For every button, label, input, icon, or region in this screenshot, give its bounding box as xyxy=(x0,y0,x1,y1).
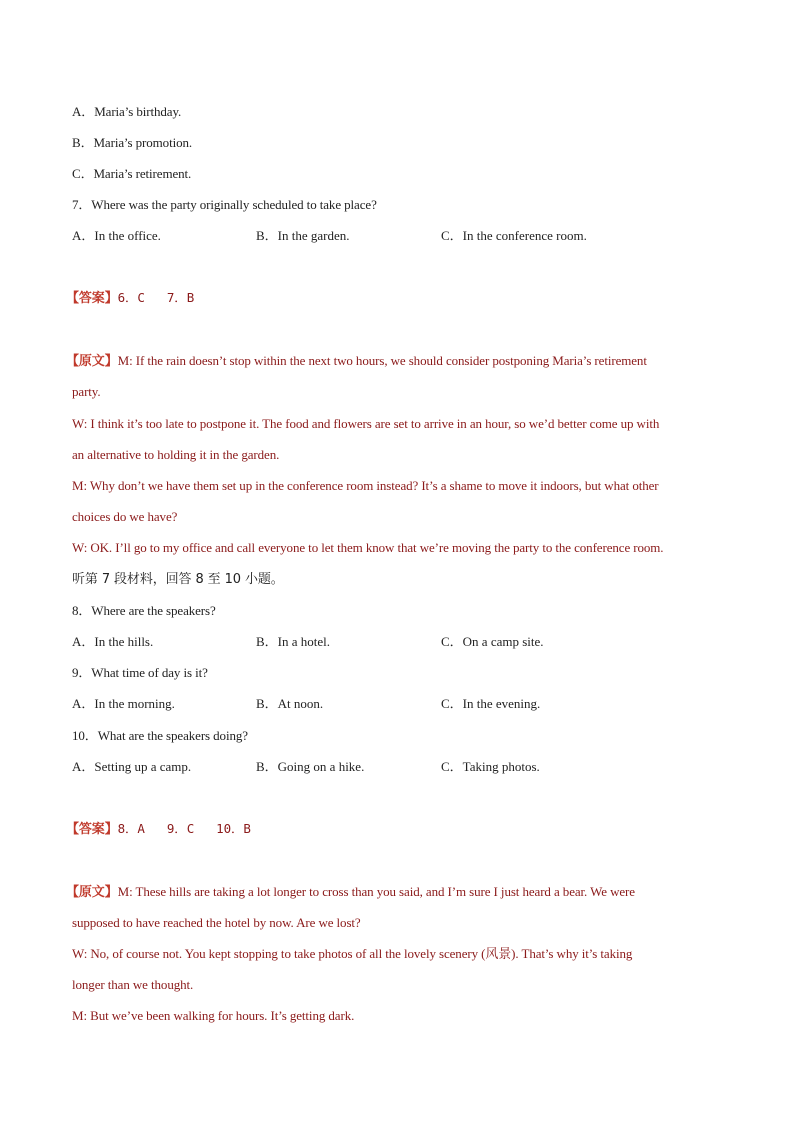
answer-block-2 xyxy=(66,821,251,837)
transcript-1-line-7: W: OK. I’ll go to my office and call everyone to let them know that we’re moving the party to the conference room. xyxy=(72,540,664,555)
section-instruction: 听第 7 段材料，回答 8 至 10 小题。 xyxy=(72,572,284,587)
q9-option-b: B．At noon. xyxy=(256,696,324,711)
answer-tag: 【答案】 xyxy=(66,290,118,305)
q10-options xyxy=(72,759,732,775)
q7-option-b: B．In the garden. xyxy=(256,228,350,243)
q7-options xyxy=(72,228,732,244)
transcript-2-line-1 xyxy=(66,884,635,900)
q8-option-b: B．In a hotel. xyxy=(256,634,331,649)
q9-options xyxy=(72,696,732,712)
q8-options xyxy=(72,634,732,650)
transcript-tag: 【原文】 xyxy=(66,884,118,899)
q7-option-a: A．In the office. xyxy=(72,228,161,243)
answer-item: 10．B xyxy=(216,821,251,836)
q6-option-c: C．Maria’s retirement. xyxy=(72,166,192,181)
transcript-text: M: If the rain doesn’t stop within the next two hours, we should consider postponing Maria’s retirement xyxy=(117,353,647,368)
answer-item: 6．C xyxy=(117,290,145,305)
q10-option-b: B．Going on a hike. xyxy=(256,759,365,774)
q6-option-a: A．Maria’s birthday. xyxy=(72,104,182,119)
transcript-1-line-1 xyxy=(66,353,647,369)
answer-item: 9．C xyxy=(166,821,195,836)
q10-option-c: C．Taking photos. xyxy=(441,759,540,774)
transcript-1-line-6: choices do we have? xyxy=(72,509,178,524)
transcript-2-line-4: longer than we thought. xyxy=(72,977,194,992)
transcript-2-line-5: M: But we’ve been walking for hours. It’s getting dark. xyxy=(72,1008,355,1023)
q6-option-b: B．Maria’s promotion. xyxy=(72,135,193,150)
q7-option-c: C．In the conference room. xyxy=(441,228,587,243)
answer-block-1 xyxy=(66,290,194,306)
q9-question: 9．What time of day is it? xyxy=(72,665,208,680)
transcript-1-line-5: M: Why don’t we have them set up in the conference room instead? It’s a shame to move it indoors, but what other xyxy=(72,478,659,493)
transcript-1-line-4: an alternative to holding it in the garden. xyxy=(72,447,280,462)
q10-option-a: A．Setting up a camp. xyxy=(72,759,192,774)
answer-item: 7．B xyxy=(166,290,195,305)
transcript-tag: 【原文】 xyxy=(66,353,118,368)
q8-option-c: C．On a camp site. xyxy=(441,634,544,649)
answer-tag: 【答案】 xyxy=(66,821,118,836)
q8-question: 8．Where are the speakers? xyxy=(72,603,216,618)
q10-question: 10．What are the speakers doing? xyxy=(72,728,248,743)
transcript-2-line-3: W: No, of course not. You kept stopping to take photos of all the lovely scenery (风景). That’s why it’s taking xyxy=(72,946,633,961)
q8-option-a: A．In the hills. xyxy=(72,634,154,649)
q9-option-c: C．In the evening. xyxy=(441,696,541,711)
q9-option-a: A．In the morning. xyxy=(72,696,175,711)
answer-item: 8．A xyxy=(117,821,145,836)
transcript-1-line-3: W: I think it’s too late to postpone it. The food and flowers are set to arrive in an hour, so we’d better come up with xyxy=(72,416,660,431)
transcript-text: M: These hills are taking a lot longer to cross than you said, and I’m sure I just heard a bear. We were xyxy=(117,884,635,899)
transcript-1-line-2: party. xyxy=(72,384,101,399)
q7-question: 7．Where was the party originally scheduled to take place? xyxy=(72,197,377,212)
transcript-2-line-2: supposed to have reached the hotel by now. Are we lost? xyxy=(72,915,361,930)
